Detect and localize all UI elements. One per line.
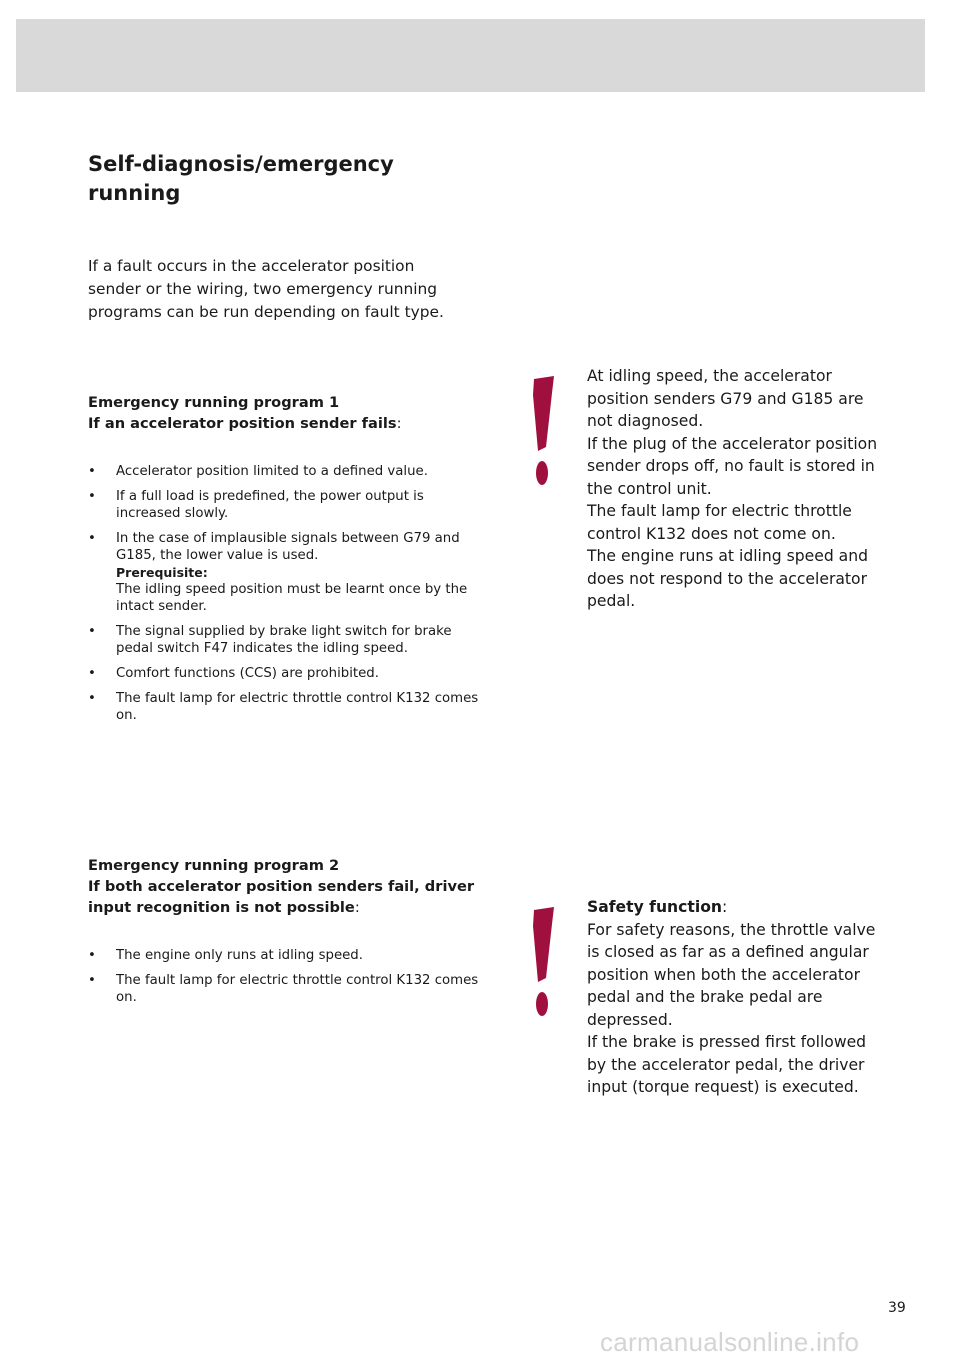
label-colon: : bbox=[722, 898, 728, 916]
note-line: pedal and the brake pedal are bbox=[587, 988, 823, 1006]
bullet-icon: • bbox=[88, 948, 96, 963]
note-line: pedal. bbox=[587, 592, 636, 610]
list-item-text: The engine only runs at idling speed. bbox=[116, 948, 363, 963]
note-line: The engine runs at idling speed and bbox=[587, 547, 869, 565]
bullet-icon: • bbox=[88, 691, 96, 706]
note-line: is closed as far as a defined angular bbox=[587, 943, 869, 961]
note-line: position when both the accelerator bbox=[587, 965, 860, 984]
list-item-text: Comfort functions (CCS) are prohibited. bbox=[116, 666, 379, 681]
list-item-text: The fault lamp for electric throttle control K132 comes on. bbox=[116, 691, 479, 723]
prerequisite-text: The idling speed position must be learnt once by the intact sender. bbox=[116, 582, 468, 614]
list-item bbox=[88, 463, 483, 480]
bullet-icon: • bbox=[88, 666, 96, 681]
note-line: input (torque request) is executed. bbox=[587, 1078, 859, 1096]
note-line: For safety reasons, the throttle valve bbox=[587, 920, 876, 939]
exclamation-warning-icon bbox=[528, 906, 558, 1018]
note-line: control K132 does not come on. bbox=[587, 524, 836, 543]
safety-function-note bbox=[587, 896, 907, 1099]
note-line: position senders G79 and G185 are bbox=[587, 389, 864, 408]
program-2-condition: If both accelerator position senders fail, driver input recognition is not possible bbox=[88, 878, 475, 916]
page-number: 39 bbox=[888, 1300, 906, 1316]
note-line: by the accelerator pedal, the driver bbox=[587, 1055, 865, 1074]
note-line: depressed. bbox=[587, 1010, 673, 1029]
program-2-list bbox=[88, 947, 483, 1006]
program-2-title: Emergency running program 2 bbox=[88, 857, 340, 874]
header-band bbox=[16, 19, 925, 92]
note-line: If the plug of the accelerator position bbox=[587, 434, 878, 453]
list-item-text: Accelerator position limited to a defined value. bbox=[116, 464, 428, 479]
note-line: At idling speed, the accelerator bbox=[587, 367, 832, 385]
list-item-text: If a full load is predefined, the power output is increased slowly. bbox=[116, 489, 424, 521]
list-item-text: The fault lamp for electric throttle control K132 comes on. bbox=[116, 973, 479, 1005]
program-2-section bbox=[88, 855, 483, 1014]
list-item-text: In the case of implausible signals between G79 and G185, the lower value is used. bbox=[116, 531, 460, 563]
exclamation-warning-icon bbox=[528, 375, 558, 487]
program-1-section bbox=[88, 392, 483, 732]
list-item bbox=[88, 665, 483, 682]
intro-line: programs can be run depending on fault type. bbox=[88, 303, 444, 321]
note-line: If the brake is pressed first followed bbox=[587, 1033, 867, 1051]
bullet-icon: • bbox=[88, 464, 96, 479]
note-line: the control unit. bbox=[587, 479, 712, 498]
prerequisite-label: Prerequisite: bbox=[116, 565, 208, 580]
program-1-title: Emergency running program 1 bbox=[88, 394, 340, 411]
title-line: Self-diagnosis/emergency bbox=[88, 152, 394, 176]
program-1-list bbox=[88, 463, 483, 724]
safety-function-label: Safety function bbox=[587, 898, 723, 916]
note-line: does not respond to the accelerator bbox=[587, 569, 867, 588]
list-item bbox=[88, 690, 483, 724]
bullet-icon: • bbox=[88, 531, 96, 546]
title-line: running bbox=[88, 181, 181, 205]
list-item-text: The signal supplied by brake light switch for brake pedal switch F47 indicates the idling speed. bbox=[116, 624, 452, 656]
heading-colon: : bbox=[354, 899, 360, 916]
list-item bbox=[88, 488, 483, 522]
page-title bbox=[88, 150, 488, 208]
heading-colon: : bbox=[396, 415, 402, 432]
intro-line: sender or the wiring, two emergency running bbox=[88, 280, 438, 298]
note-line: not diagnosed. bbox=[587, 412, 704, 430]
bullet-icon: • bbox=[88, 489, 96, 504]
bullet-icon: • bbox=[88, 624, 96, 639]
list-item bbox=[88, 623, 483, 657]
list-item bbox=[88, 972, 483, 1006]
program-1-condition: If an accelerator position sender fails bbox=[88, 415, 397, 432]
intro-paragraph bbox=[88, 255, 488, 324]
program-2-heading bbox=[88, 855, 483, 918]
note-line: sender drops off, no fault is stored in bbox=[587, 457, 875, 475]
list-item bbox=[88, 530, 483, 615]
idling-speed-note bbox=[587, 365, 907, 613]
program-1-heading bbox=[88, 392, 483, 434]
bullet-icon: • bbox=[88, 973, 96, 988]
list-item bbox=[88, 947, 483, 964]
note-line: The fault lamp for electric throttle bbox=[587, 502, 852, 520]
intro-line: If a fault occurs in the accelerator position bbox=[88, 257, 415, 275]
watermark: carmanualsonline.info bbox=[600, 1327, 860, 1357]
